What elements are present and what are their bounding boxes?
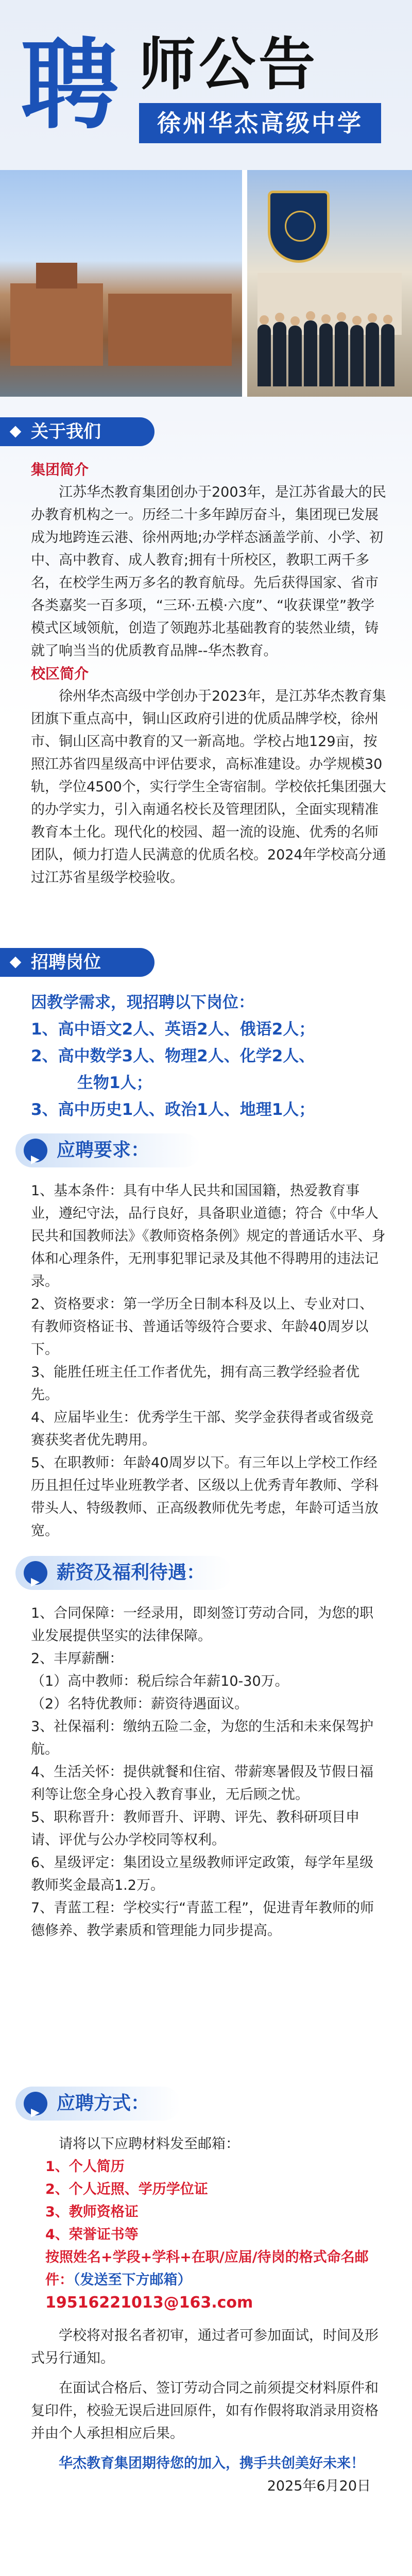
benefit-item: 5、职称晋升：教师晋升、评聘、评先、教科研项目申请、评优与公办学校同等权利。 <box>31 1809 360 1848</box>
photo-strip <box>0 170 412 397</box>
campus-text: 徐州华杰高级中学创办于2023年，是江苏华杰教育集团旗下重点高中，铜山区政府引进的优质品牌学校，徐州市、铜山区高中教育的又一新高地。学校占地129亩，按照江苏省四星级高中评估要求，高标准建设。办学规模30轨，学位4500个，实行学生全寄宿制。学校依托集团强大的办学实力，引入南通名校长及管理团队，全面实现精准教育本土化。现代化的校园、超一流的设施、优秀的名师团队，倾力打造人民满意的优质名校。2024年学校高分通过江苏省星级学校验收。 <box>31 688 386 886</box>
about-heading: 关于我们 <box>0 417 154 446</box>
positions-content <box>31 989 386 1123</box>
positions-heading: 招聘岗位 <box>0 948 154 977</box>
post-date: 2025年6月20日 <box>267 2478 371 2494</box>
teachers-group-image <box>252 304 407 386</box>
positions-title: 因教学需求，现招聘以下岗位： <box>31 993 254 1012</box>
position-line-2b: 生物1人； <box>77 1074 152 1092</box>
diamond-icon <box>10 957 22 969</box>
group-text: 江苏华杰教育集团创办于2003年，是江苏省最大的民办教育机构之一。历经二十多年踔厉奋斗，集团现已发展成为地跨连云港、徐州两地;办学样态涵盖学前、小学、初中、高中教育、成人教育;拥有十所校区，教职工两千多名，在校学生两万多名的教育航母。先后获得国家、省市各类嘉奖一百多项，“三环·五模·六度”、“收获课堂”教学模式区域领航，创造了领跑苏北基础教育的装然业绩，铸就了响当当的优质教育品牌--华杰教育。 <box>31 484 386 659</box>
campus-title: 校区简介 <box>31 665 89 682</box>
school-name-banner: 徐州华杰高级中学 <box>139 103 381 143</box>
benefit-item: 7、青蓝工程：学校实行“青蓝工程”，促进青年教师的师德修养、教学素质和管理能力同步提高。 <box>31 1900 374 1939</box>
benefit-item: （1）高中教师：税后综合年薪10-30万。 <box>31 1673 289 1689</box>
requirement-item: 4、应届毕业生：优秀学生干部、奖学金获得者或省级竞赛获奖者优先聘用。 <box>31 1410 374 1448</box>
apply-note-2: 在面试合格后、签订劳动合同之前须提交材料原件和复印件，校验无误后进回原件，如有作假将取消录用资格并由个人承担相应后果。 <box>31 2380 379 2442</box>
play-icon <box>24 1561 47 1585</box>
header-title: 师公告 <box>139 31 318 97</box>
play-icon <box>24 1139 47 1162</box>
contact-email[interactable]: 19516221013@163.com <box>45 2294 253 2312</box>
requirement-item: 1、基本条件：具有中华人民共和国国籍，热爱教育事业，遵纪守法，品行良好，具备职业道德；符合《中华人民共和国教师法》《教师资格条例》规定的普通话水平、身体和心理条件，无刑事犯罪记录及其他不得聘用的违法记录。 <box>31 1183 386 1290</box>
apply-note-1: 学校将对报名者初审，通过者可参加面试，时间及形式另行通知。 <box>31 2328 379 2366</box>
material-item: 1、个人简历 <box>45 2159 125 2175</box>
material-item: 2、个人近照、学历学位证 <box>45 2181 208 2197</box>
requirement-item: 5、在职教师：年龄40周岁以下。有三年以上学校工作经历且担任过毕业班教学者、区级以上优秀青年教师、学科带头人、特级教师、正高级教师优先考虑，年龄可适当放宽。 <box>31 1455 379 1539</box>
benefit-item: 3、社保福利：缴纳五险二金，为您的生活和未来保驾护航。 <box>31 1719 374 1757</box>
naming-rule: 按照姓名+学段+学科+在职/应届/待岗的格式命名邮件： <box>45 2249 369 2288</box>
apply-intro: 请将以下应聘材料发至邮箱： <box>59 2136 239 2152</box>
benefit-item: 4、生活关怀：提供就餐和住宿、带薪寒暑假及节假日福利等让您全身心投入教育事业，无后顾之忧。 <box>31 1764 374 1803</box>
diamond-icon <box>10 426 22 438</box>
apply-content <box>31 2133 386 2498</box>
material-item: 3、教师资格证 <box>45 2204 139 2220</box>
benefits-list <box>31 1602 386 1942</box>
material-item: 4、荣誉证书等 <box>45 2227 139 2243</box>
requirement-item: 2、资格要求：第一学历全日制本科及以上、专业对口、有教师资格证书、普通话等级符合要求、年龄40周岁以下。 <box>31 1296 374 1358</box>
school-emblem-icon <box>268 191 330 263</box>
welcome-text: 华杰教育集团期待您的加入，携手共创美好未来！ <box>59 2455 365 2471</box>
benefits-heading: ▶ 薪资及福利待遇： <box>15 1556 232 1590</box>
position-line-2: 2、高中数学3人、物理2人、化学2人、 <box>31 1047 315 1065</box>
benefit-item: 1、合同保障：一经录用，即刻签订劳动合同，为您的职业发展提供坚实的法律保障。 <box>31 1605 374 1644</box>
naming-note: （发送至下方邮箱） <box>73 2272 192 2288</box>
play-icon <box>24 2092 47 2115</box>
benefit-item: 6、星级评定：集团设立星级教师评定政策，每学年星级教师奖金最高1.2万。 <box>31 1855 374 1893</box>
group-title: 集团简介 <box>31 461 89 478</box>
about-content <box>31 459 386 889</box>
position-line-3: 3、高中历史1人、政治1人、地理1人； <box>31 1100 315 1119</box>
position-line-1: 1、高中语文2人、英语2人、俄语2人； <box>31 1020 315 1039</box>
requirement-item: 3、能胜任班主任工作者优先，拥有高三教学经验者优先。 <box>31 1364 360 1403</box>
header-big-char: 聘 <box>21 27 119 142</box>
campus-photo <box>0 170 242 397</box>
requirements-list <box>31 1180 386 1543</box>
benefit-item: 2、丰厚薪酬： <box>31 1651 124 1667</box>
apply-heading: ▶ 应聘方式： <box>15 2087 180 2121</box>
requirements-heading: ▶ 应聘要求： <box>15 1133 201 1167</box>
benefit-item: （2）名特优教师：薪资待遇面议。 <box>31 1696 249 1712</box>
header <box>0 0 412 170</box>
